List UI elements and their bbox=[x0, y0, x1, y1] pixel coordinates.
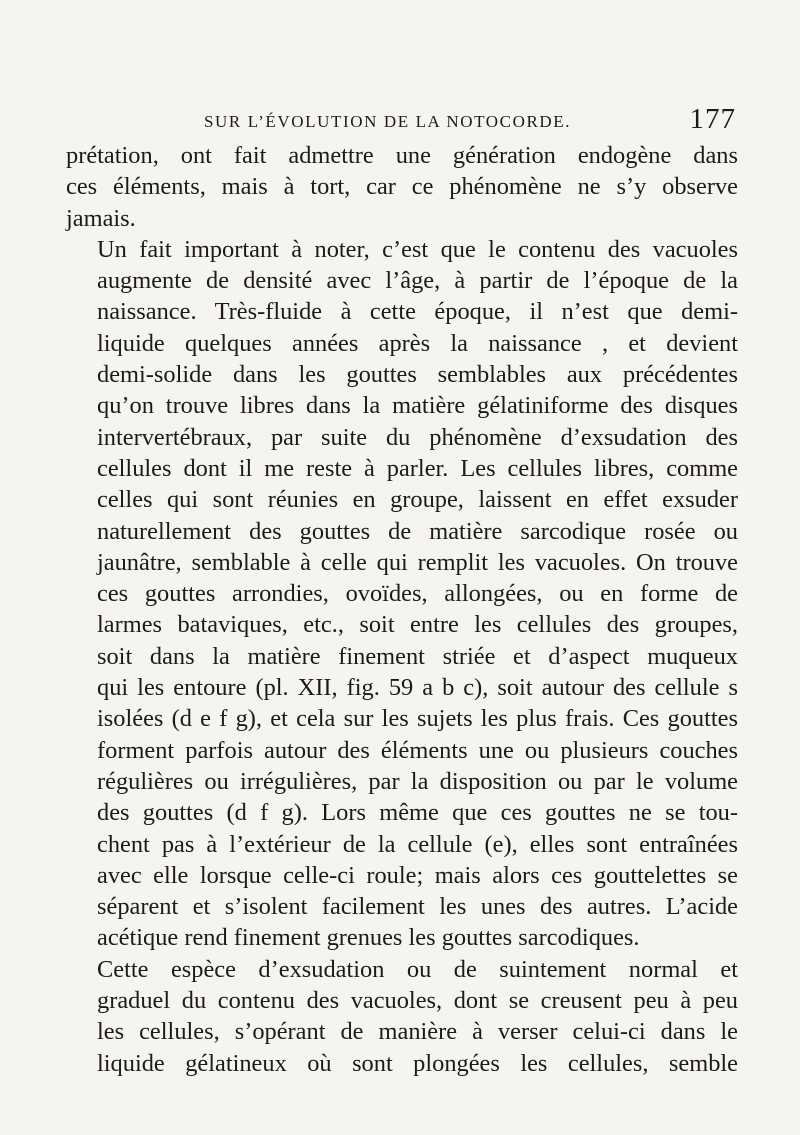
text-line: chent pas à l’extérieur de la cellule (e), elles sont entraînées bbox=[97, 830, 738, 858]
running-title: SUR L’ÉVOLUTION DE LA NOTOCORDE. bbox=[204, 112, 572, 131]
text-line: demi-solide dans les gouttes semblables aux précédentes bbox=[97, 361, 738, 389]
text-line: qui les entoure (pl. XII, fig. 59 a b c), soit autour des cellule s bbox=[97, 674, 738, 702]
paragraph-exsudation bbox=[66, 954, 738, 1079]
text-line: jaunâtre, semblable à celle qui remplit les vacuoles. On trouve bbox=[97, 548, 738, 576]
text-line: jamais. bbox=[66, 204, 136, 232]
text-line: celles qui sont réunies en groupe, laissent en effet exsuder bbox=[97, 486, 738, 514]
text-line: larmes bataviques, etc., soit entre les cellules des groupes, bbox=[97, 611, 738, 639]
paragraph-vacuole-density bbox=[66, 234, 738, 954]
text-line: soit dans la matière finement striée et d’aspect muqueux bbox=[97, 642, 738, 670]
text-line: liquide quelques années après la naissance , et devient bbox=[97, 329, 738, 357]
paragraph-continuation bbox=[66, 140, 738, 234]
text-line: liquide gélatineux où sont plongées les cellules, semble bbox=[97, 1049, 738, 1077]
text-line: les cellules, s’opérant de manière à verser celui-ci dans le bbox=[97, 1018, 738, 1046]
text-line: augmente de densité avec l’âge, à partir de l’époque de la bbox=[97, 267, 738, 295]
text-line: Un fait important à noter, c’est que le contenu des vacuoles bbox=[97, 235, 738, 263]
text-line: régulières ou irrégulières, par la disposition ou par le volume bbox=[97, 767, 738, 795]
text-line: Cette espèce d’exsudation ou de suintement normal et bbox=[97, 955, 738, 983]
text-line: intervertébraux, par suite du phénomène d’exsudation des bbox=[97, 423, 738, 451]
running-head bbox=[66, 100, 736, 144]
text-line: naissance. Très-fluide à cette époque, il n’est que demi- bbox=[97, 298, 738, 326]
text-line: graduel du contenu des vacuoles, dont se creusent peu à peu bbox=[97, 987, 738, 1015]
page-number: 177 bbox=[689, 103, 736, 135]
text-line: isolées (d e f g), et cela sur les sujets les plus frais. Ces gouttes bbox=[97, 705, 738, 733]
text-line: acétique rend finement grenues les gouttes sarcodiques. bbox=[97, 924, 640, 952]
text-line: ces éléments, mais à tort, car ce phénomène ne s’y observe bbox=[66, 173, 738, 201]
text-line: séparent et s’isolent facilement les unes des autres. L’acide bbox=[97, 893, 738, 921]
body-text bbox=[66, 140, 738, 1079]
text-line: des gouttes (d f g). Lors même que ces gouttes ne se tou- bbox=[97, 799, 738, 827]
text-line: cellules dont il me reste à parler. Les cellules libres, comme bbox=[97, 454, 738, 482]
text-line: naturellement des gouttes de matière sarcodique rosée ou bbox=[97, 517, 738, 545]
text-line: forment parfois autour des éléments une ou plusieurs couches bbox=[97, 736, 738, 764]
text-line: ces gouttes arrondies, ovoïdes, allongées, ou en forme de bbox=[97, 580, 738, 608]
text-line: prétation, ont fait admettre une génération endogène dans bbox=[66, 142, 738, 169]
text-line: avec elle lorsque celle-ci roule; mais alors ces gouttelettes se bbox=[97, 861, 738, 889]
text-line: qu’on trouve libres dans la matière gélatiniforme des disques bbox=[97, 392, 738, 420]
